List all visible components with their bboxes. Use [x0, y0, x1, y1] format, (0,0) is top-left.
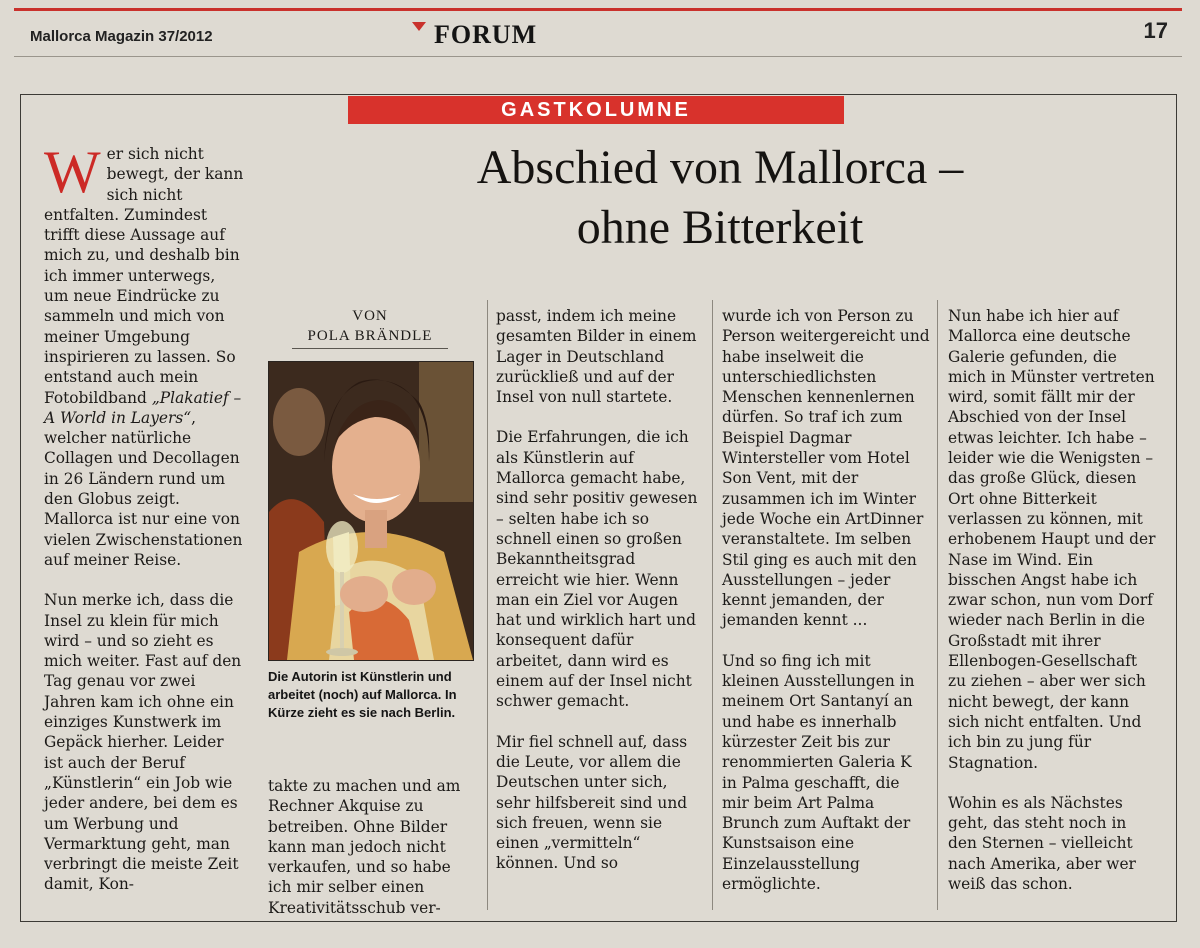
- section-marker-icon: [412, 22, 426, 31]
- column-2-bottom: [268, 776, 474, 938]
- section-label: FORUM: [434, 20, 538, 49]
- page-number: 17: [1143, 18, 1168, 43]
- paragraph: Nun merke ich, dass die Insel zu klein für mich wird – und so zieht es mich weiter. Fast auf den Tag genau vor zwei Jahren kam ich ohne ein einziges Kunstwerk im Gepäck hierher. Leider ist auch der Beruf „Künstlerin“ ein Job wie jeder andere, bei dem es um Werbung und Vermarktung geht, man verbringt die meiste Zeit damit, Kon-: [44, 591, 242, 894]
- paragraph: Wohin es als Nächstes geht, das steht noch in den Sternen – vielleicht nach Amerika, aber wer weiß das schon.: [948, 793, 1136, 894]
- byline-rule: [292, 348, 448, 349]
- page-header: [14, 18, 1182, 52]
- magazine-issue: Mallorca Magazin 37/2012: [30, 28, 213, 45]
- byline: [268, 306, 472, 349]
- author-photo: [268, 361, 474, 661]
- header-rule: [14, 56, 1182, 57]
- drop-cap: W: [44, 139, 101, 205]
- column-5: [948, 306, 1158, 914]
- paragraph: Nun habe ich hier auf Mallorca eine deutsche Galerie gefunden, die mich in Münster vertreten wird, somit fällt mir der Abschied von der Insel etwas leichter. Ich habe – leider wie die Wenigsten – das große Glück, diesen Ort ohne Bitterkeit verlassen zu können, mit erhobenem Haupt und der Nase im Wind. Ein bisschen Angst habe ich zwar schon, nun vom Dorf wieder nach Berlin in die Großstadt mit ihrer Ellenbogen-Gesellschaft zu ziehen – aber wer sich nicht bewegt, der kann sich nicht entfalten. Und ich bin zu jung für Stagnation.: [948, 307, 1156, 772]
- column-divider: [937, 300, 938, 910]
- paragraph: passt, indem ich meine gesamten Bilder in einem Lager in Deutschland zurückließ und auf der Insel von null startete.: [496, 307, 697, 407]
- article-headline: [280, 138, 1160, 258]
- book-title: „Plakatief – A World in Layers“: [44, 388, 242, 427]
- author-portrait-image: [269, 362, 473, 660]
- paragraph: Die Erfahrungen, die ich als Künstlerin auf Mallorca gemacht habe, sind sehr positiv gewesen – selten habe ich so schnell einen so großen Bekanntheitsgrad erreicht wie hier. Wenn man ein Ziel vor Augen hat und wirklich hart und konsequent dafür arbeitet, dann wird es einem auf der Insel nicht schwer gemacht.: [496, 428, 698, 711]
- header-top-rule: [14, 8, 1182, 11]
- column-1: [44, 139, 244, 915]
- paragraph: wurde ich von Person zu Person weitergereicht und habe inselweit die unterschiedlichsten Menschen kennenlernen dürfen. So traf ich zum Beispiel Dagmar Wintersteller vom Hotel Son Vent, mit der zusammen ich im Winter jede Woche ein ArtDinner veranstaltete. Im selben Stil ging es auch mit den Ausstellungen – jeder kennt jemanden, der jemanden kennt ...: [722, 307, 930, 630]
- column-4: [722, 306, 930, 914]
- byline-von: VON: [352, 308, 388, 324]
- paragraph: takte zu machen und am Rechner Akquise zu betreiben. Ohne Bilder kann man jedoch nicht verkaufen, und so habe ich mir selber einen Kreativitätsschub ver-: [268, 777, 461, 917]
- column-divider: [487, 300, 488, 910]
- paragraph: Wer sich nicht bewegt, der kann sich nicht entfalten. Zumindest trifft diese Aussage auf mich zu, und deshalb bin ich immer unterwegs, um neue Eindrücke zu sammeln und mich von meiner Umgebung inspirieren zu lassen. So entstand auch mein Fotobildband „Plakatief – A World in Layers“, welcher natürliche Collagen und Decollagen in 26 Ländern rund um den Globus zeigt. Mallorca ist nur eine von vielen Zwischenstationen auf meiner Reise.: [44, 139, 244, 569]
- section-title: [412, 20, 537, 50]
- photo-caption: Die Autorin ist Künstlerin und arbeitet (noch) auf Mallorca. In Kürze zieht es sie nach Berlin.: [268, 669, 457, 720]
- paragraph: Mir fiel schnell auf, dass die Leute, vor allem die Deutschen unter sich, sehr hilfsbereit sind und sich freuen, wenn sie einen „vermitteln“ können. Und so: [496, 732, 688, 873]
- kicker-label: GASTKOLUMNE: [348, 96, 844, 124]
- byline-author: POLA BRÄNDLE: [307, 328, 433, 344]
- headline-line-1: Abschied von Mallorca –: [476, 141, 964, 194]
- paragraph: Und so fing ich mit kleinen Ausstellungen in meinem Ort Santanyí an und habe es innerhalb kürzester Zeit bis zur renommierten Galeria K in Palma geschafft, die mir beim Art Palma Brunch zum Auftakt der Kunstsaison eine Einzelausstellung ermöglichte.: [722, 651, 915, 894]
- headline-line-2: ohne Bitterkeit: [576, 201, 864, 254]
- column-divider: [712, 300, 713, 910]
- column-3: [496, 306, 702, 894]
